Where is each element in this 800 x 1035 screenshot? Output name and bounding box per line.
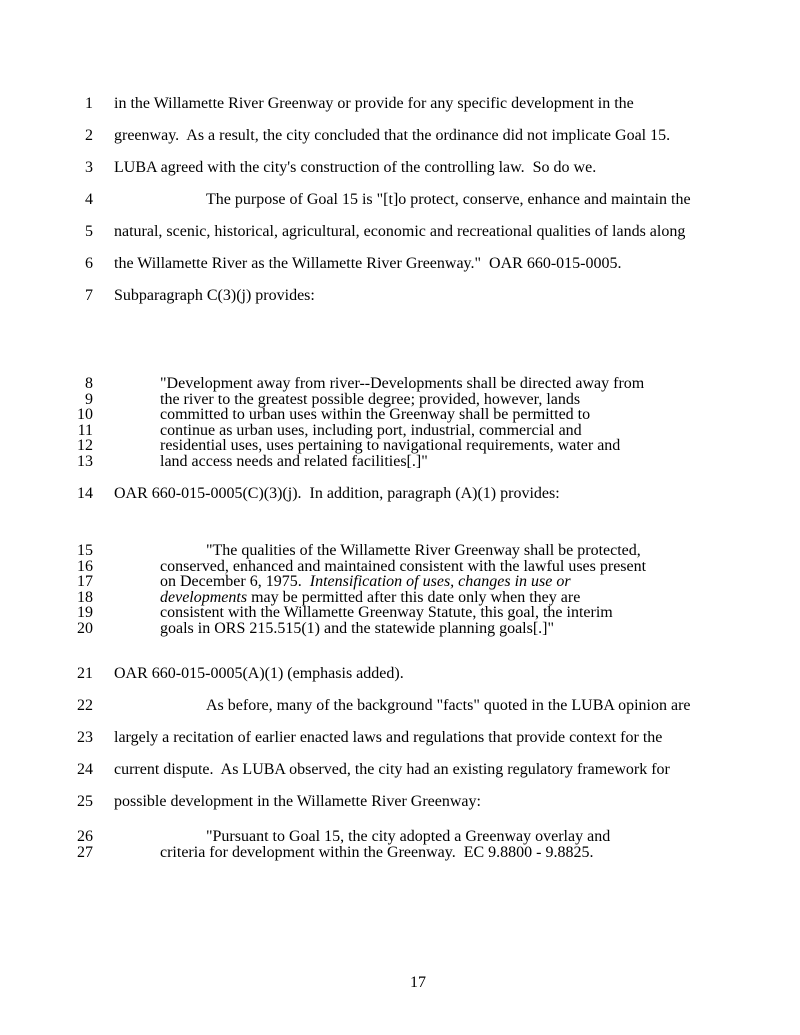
document-line [0,95,800,113]
line-number: 23 [77,729,93,746]
text-segment: largely a recitation of earlier enacted laws and regulations that provide context for the [114,729,663,746]
line-text [114,159,596,177]
line-number: 22 [77,697,93,714]
line-text [114,665,404,683]
page-number: 17 [410,974,426,991]
line-number: 10 [77,406,93,423]
text-segment: residential uses, uses pertaining to navigational requirements, water and [160,437,621,454]
text-segment: As before, many of the background "facts" quoted in the LUBA opinion are [206,697,691,714]
line-number: 11 [77,421,93,439]
line-number: 21 [77,665,93,682]
line-number: 15 [77,542,93,559]
text-segment: greenway. As a result, the city concluded that the ordinance did not implicate Goal 15. [114,127,671,144]
text-segment: conserved, enhanced and maintained consistent with the lawful uses present [160,557,647,575]
text-segment: the river to the greatest possible degree; provided, however, lands [160,390,581,408]
line-text [114,95,634,113]
italic-emphasis-text: Intensification of uses, changes in use or [309,573,571,590]
document-line [0,127,800,145]
line-number: 12 [77,437,93,454]
document-line [0,665,800,683]
document-line [0,223,800,241]
text-segment: OAR 660-015-0005(A)(1) (emphasis added). [114,665,404,682]
line-number: 1 [85,95,93,112]
text-segment: the Willamette River as the Willamette River Greenway." OAR 660-015-0005. [114,255,622,272]
line-number: 20 [77,619,93,637]
line-number: 3 [85,159,93,176]
line-text [114,793,481,811]
line-number: 6 [85,255,93,272]
line-number: 26 [77,828,93,845]
line-number: 4 [85,191,93,208]
document-line [0,793,800,811]
text-segment: current dispute. As LUBA observed, the city had an existing regulatory framework for [114,761,670,778]
text-segment: on December 6, 1975. [160,573,310,590]
text-segment: committed to urban uses within the Greenway shall be permitted to [160,406,591,423]
line-text [114,127,670,145]
text-segment: may be permitted after this date only when they are [247,588,581,606]
document-line [0,729,800,747]
line-text [160,620,554,638]
text-segment: criteria for development within the Greenway. EC 9.8800 - 9.8825. [160,843,594,861]
text-segment: LUBA agreed with the city's construction of the controlling law. So do we. [114,159,597,176]
line-text [114,255,621,273]
italic-emphasis-text: developments [160,588,248,606]
line-number: 17 [77,573,93,590]
line-number: 25 [77,793,93,810]
text-segment: Subparagraph C(3)(j) provides: [114,287,315,304]
document-line [0,761,800,779]
line-text [114,287,315,305]
line-number: 19 [77,604,93,621]
text-segment: continue as urban uses, including port, industrial, commercial and [160,421,582,439]
document-line [0,485,800,503]
document-line [0,255,800,273]
line-number: 24 [77,761,93,778]
text-segment: possible development in the Willamette River Greenway: [114,793,481,810]
text-segment: The purpose of Goal 15 is "[t]o protect, conserve, enhance and maintain the [206,191,691,208]
text-segment: land access needs and related facilities[.]" [160,452,428,470]
text-segment: "Development away from river--Developments shall be directed away from [160,375,645,392]
line-number: 2 [85,127,93,144]
line-text [160,844,594,862]
document-line [0,159,800,177]
text-segment: consistent with the Willamette Greenway Statute, this goal, the interim [160,604,613,621]
document-line [0,453,800,471]
line-number: 9 [85,390,93,408]
text-segment: natural, scenic, historical, agricultural, economic and recreational qualities of lands along [114,223,686,240]
line-text [114,485,560,503]
text-segment: "Pursuant to Goal 15, the city adopted a Greenway overlay and [206,828,611,845]
document-line [0,191,800,209]
line-number: 13 [77,452,93,470]
line-text [206,697,691,715]
document-line [0,697,800,715]
line-number: 14 [77,485,93,502]
line-text [160,453,428,471]
text-segment: "The qualities of the Willamette River Greenway shall be protected, [206,542,641,559]
document-line [0,287,800,305]
line-number: 7 [85,287,93,304]
line-number: 8 [85,375,93,392]
text-segment: OAR 660-015-0005(C)(3)(j). In addition, paragraph (A)(1) provides: [114,485,560,502]
line-text [114,761,670,779]
line-number: 5 [85,223,93,240]
line-text [114,729,662,747]
text-segment: in the Willamette River Greenway or provide for any specific development in the [114,95,634,112]
document-line [0,620,800,638]
document-line [0,844,800,862]
text-segment: goals in ORS 215.515(1) and the statewide planning goals[.]" [160,619,555,637]
line-number: 16 [77,557,93,575]
line-number: 27 [77,843,93,861]
line-text [114,223,685,241]
line-number: 18 [77,588,93,606]
line-text [206,191,691,209]
